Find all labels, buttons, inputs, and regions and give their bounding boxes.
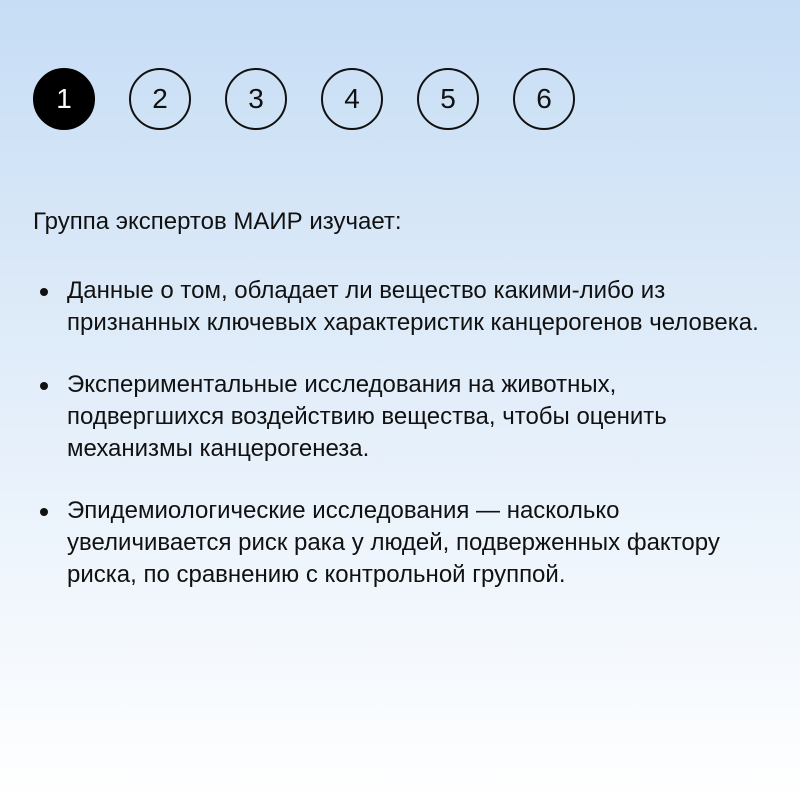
list-item-text: Экспериментальные исследования на животных, подвергшихся воздействию вещества, чтобы оценить механизмы канцерогенеза. <box>67 371 667 462</box>
list-item-text: Эпидемиологические исследования — насколько увеличивается риск рака у людей, подверженных фактору риска, по сравнению с контрольной группой. <box>67 497 720 588</box>
list-item-text: Данные о том, обладает ли вещество какими-либо из признанных ключевых характеристик канцерогенов человека. <box>67 277 759 336</box>
step-6-button[interactable]: 6 <box>513 68 575 130</box>
bullet-dot-icon <box>40 288 48 296</box>
step-indicator <box>33 68 575 130</box>
bullet-list <box>33 275 763 621</box>
step-4-button[interactable]: 4 <box>321 68 383 130</box>
intro-heading: Группа экспертов МАИР изучает: <box>33 208 402 235</box>
bullet-dot-icon <box>40 508 48 516</box>
bullet-dot-icon <box>40 382 48 390</box>
step-1-button[interactable]: 1 <box>33 68 95 130</box>
list-item <box>33 275 763 339</box>
list-item <box>33 495 763 591</box>
step-5-button[interactable]: 5 <box>417 68 479 130</box>
step-2-button[interactable]: 2 <box>129 68 191 130</box>
list-item <box>33 369 763 465</box>
step-3-button[interactable]: 3 <box>225 68 287 130</box>
